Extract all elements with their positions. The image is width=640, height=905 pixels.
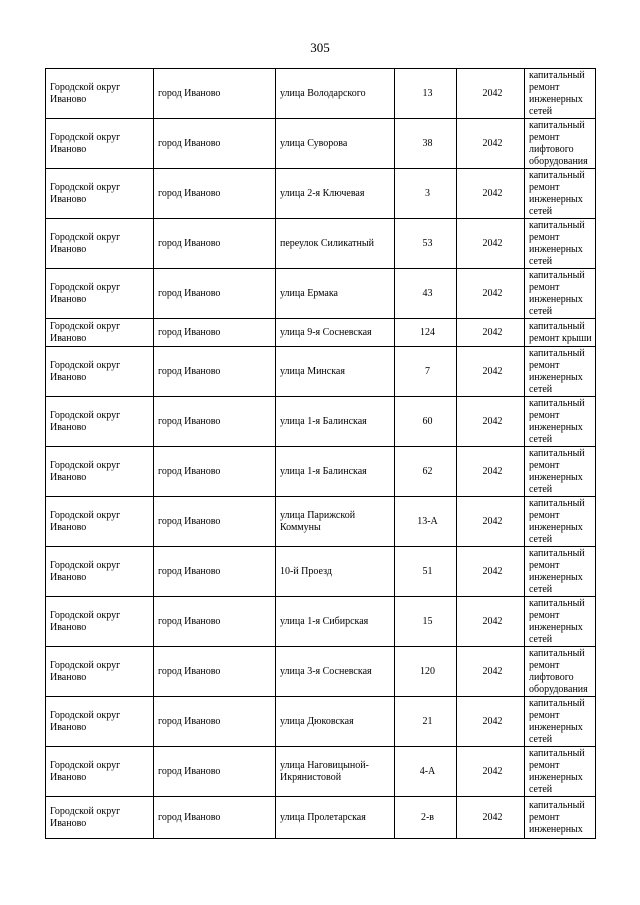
street-cell: улица Минская	[276, 347, 395, 397]
housing-repair-table	[45, 68, 596, 839]
work-type-cell: капитальный ремонт инженерных сетей	[525, 397, 596, 447]
year-cell: 2042	[457, 647, 525, 697]
table-row	[46, 169, 596, 219]
table-row	[46, 319, 596, 347]
table-body	[46, 69, 596, 839]
page-number: 305	[310, 40, 330, 55]
work-type-cell: капитальный ремонт инженерных	[525, 797, 596, 839]
street-cell: улица 1-я Балинская	[276, 447, 395, 497]
municipality-cell: Городской округ Иваново	[46, 397, 154, 447]
municipality-cell: Городской округ Иваново	[46, 219, 154, 269]
table-row	[46, 547, 596, 597]
municipality-cell: Городской округ Иваново	[46, 797, 154, 839]
street-cell: улица Пролетарская	[276, 797, 395, 839]
street-cell: улица Суворова	[276, 119, 395, 169]
work-type-cell: капитальный ремонт лифтового оборудования	[525, 119, 596, 169]
house-number-cell: 38	[395, 119, 457, 169]
municipality-cell: Городской округ Иваново	[46, 747, 154, 797]
table-row	[46, 347, 596, 397]
year-cell: 2042	[457, 219, 525, 269]
municipality-cell: Городской округ Иваново	[46, 547, 154, 597]
table-row	[46, 269, 596, 319]
street-cell: улица Володарского	[276, 69, 395, 119]
settlement-cell: город Иваново	[154, 319, 276, 347]
street-cell: улица 1-я Сибирская	[276, 597, 395, 647]
table-row	[46, 647, 596, 697]
house-number-cell: 4-А	[395, 747, 457, 797]
settlement-cell: город Иваново	[154, 119, 276, 169]
year-cell: 2042	[457, 169, 525, 219]
table-row	[46, 697, 596, 747]
work-type-cell: капитальный ремонт лифтового оборудования	[525, 647, 596, 697]
work-type-cell: капитальный ремонт инженерных сетей	[525, 547, 596, 597]
year-cell: 2042	[457, 269, 525, 319]
house-number-cell: 7	[395, 347, 457, 397]
street-cell: улица 3-я Сосневская	[276, 647, 395, 697]
settlement-cell: город Иваново	[154, 697, 276, 747]
municipality-cell: Городской округ Иваново	[46, 319, 154, 347]
work-type-cell: капитальный ремонт инженерных сетей	[525, 747, 596, 797]
street-cell: улица Ермака	[276, 269, 395, 319]
year-cell: 2042	[457, 69, 525, 119]
settlement-cell: город Иваново	[154, 497, 276, 547]
year-cell: 2042	[457, 747, 525, 797]
municipality-cell: Городской округ Иваново	[46, 169, 154, 219]
street-cell: улица 1-я Балинская	[276, 397, 395, 447]
settlement-cell: город Иваново	[154, 647, 276, 697]
year-cell: 2042	[457, 497, 525, 547]
work-type-cell: капитальный ремонт инженерных сетей	[525, 497, 596, 547]
year-cell: 2042	[457, 319, 525, 347]
municipality-cell: Городской округ Иваново	[46, 347, 154, 397]
work-type-cell: капитальный ремонт инженерных сетей	[525, 697, 596, 747]
settlement-cell: город Иваново	[154, 547, 276, 597]
year-cell: 2042	[457, 397, 525, 447]
table-row	[46, 119, 596, 169]
settlement-cell: город Иваново	[154, 347, 276, 397]
house-number-cell: 60	[395, 397, 457, 447]
settlement-cell: город Иваново	[154, 169, 276, 219]
municipality-cell: Городской округ Иваново	[46, 269, 154, 319]
table-row	[46, 747, 596, 797]
work-type-cell: капитальный ремонт инженерных сетей	[525, 447, 596, 497]
street-cell: улица 2-я Ключевая	[276, 169, 395, 219]
table-row	[46, 397, 596, 447]
year-cell: 2042	[457, 119, 525, 169]
street-cell: улица Наговицыной-Икрянистовой	[276, 747, 395, 797]
year-cell: 2042	[457, 547, 525, 597]
house-number-cell: 15	[395, 597, 457, 647]
street-cell: улица 9-я Сосневская	[276, 319, 395, 347]
year-cell: 2042	[457, 697, 525, 747]
year-cell: 2042	[457, 797, 525, 839]
house-number-cell: 43	[395, 269, 457, 319]
house-number-cell: 53	[395, 219, 457, 269]
house-number-cell: 13-А	[395, 497, 457, 547]
municipality-cell: Городской округ Иваново	[46, 447, 154, 497]
table-row	[46, 497, 596, 547]
settlement-cell: город Иваново	[154, 597, 276, 647]
work-type-cell: капитальный ремонт инженерных сетей	[525, 169, 596, 219]
house-number-cell: 3	[395, 169, 457, 219]
work-type-cell: капитальный ремонт инженерных сетей	[525, 597, 596, 647]
house-number-cell: 124	[395, 319, 457, 347]
table-row	[46, 597, 596, 647]
municipality-cell: Городской округ Иваново	[46, 647, 154, 697]
street-cell: 10-й Проезд	[276, 547, 395, 597]
work-type-cell: капитальный ремонт инженерных сетей	[525, 269, 596, 319]
settlement-cell: город Иваново	[154, 69, 276, 119]
work-type-cell: капитальный ремонт инженерных сетей	[525, 347, 596, 397]
street-cell: переулок Силикатный	[276, 219, 395, 269]
house-number-cell: 51	[395, 547, 457, 597]
work-type-cell: капитальный ремонт инженерных сетей	[525, 219, 596, 269]
year-cell: 2042	[457, 447, 525, 497]
house-number-cell: 13	[395, 69, 457, 119]
settlement-cell: город Иваново	[154, 269, 276, 319]
settlement-cell: город Иваново	[154, 397, 276, 447]
street-cell: улица Дюковская	[276, 697, 395, 747]
municipality-cell: Городской округ Иваново	[46, 69, 154, 119]
settlement-cell: город Иваново	[154, 447, 276, 497]
table-row	[46, 797, 596, 839]
house-number-cell: 62	[395, 447, 457, 497]
municipality-cell: Городской округ Иваново	[46, 119, 154, 169]
settlement-cell: город Иваново	[154, 747, 276, 797]
work-type-cell: капитальный ремонт крыши	[525, 319, 596, 347]
settlement-cell: город Иваново	[154, 219, 276, 269]
house-number-cell: 21	[395, 697, 457, 747]
settlement-cell: город Иваново	[154, 797, 276, 839]
municipality-cell: Городской округ Иваново	[46, 697, 154, 747]
table-row	[46, 219, 596, 269]
work-type-cell: капитальный ремонт инженерных сетей	[525, 69, 596, 119]
year-cell: 2042	[457, 597, 525, 647]
table-row	[46, 69, 596, 119]
house-number-cell: 120	[395, 647, 457, 697]
year-cell: 2042	[457, 347, 525, 397]
municipality-cell: Городской округ Иваново	[46, 497, 154, 547]
street-cell: улица Парижской Коммуны	[276, 497, 395, 547]
house-number-cell: 2-в	[395, 797, 457, 839]
municipality-cell: Городской округ Иваново	[46, 597, 154, 647]
table-row	[46, 447, 596, 497]
